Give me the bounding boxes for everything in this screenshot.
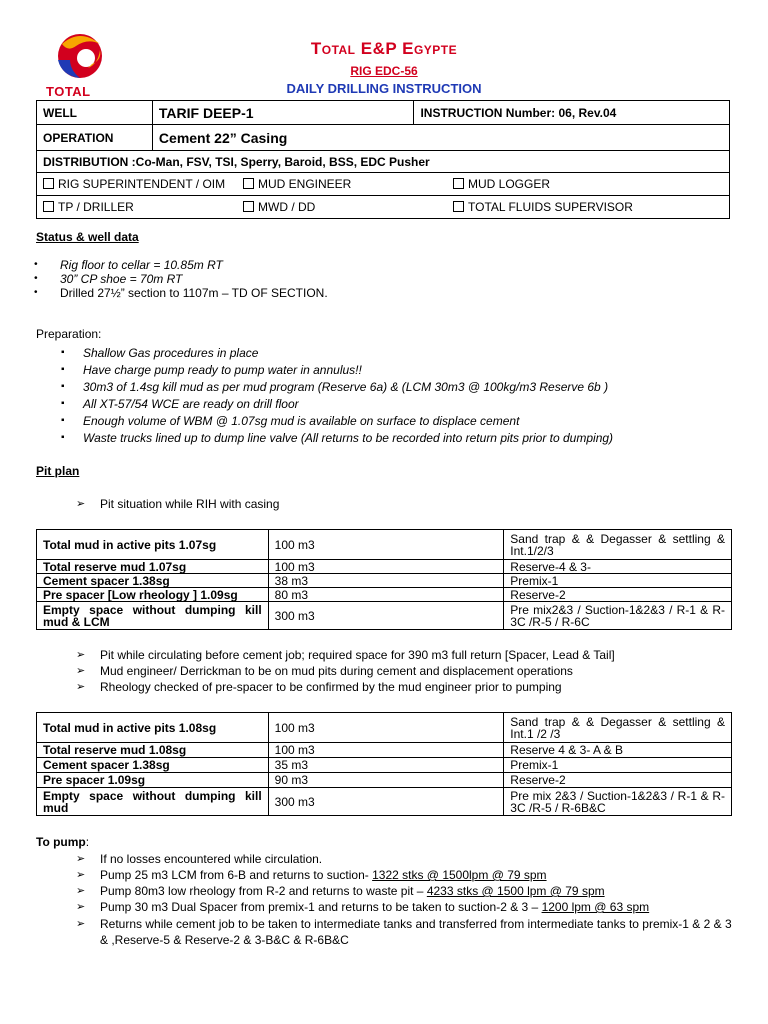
to-pump-title: To pump:: [36, 835, 90, 849]
table-row: Cement spacer 1.38sg 35 m3 Premix-1: [37, 758, 732, 773]
checkbox-icon[interactable]: [243, 201, 254, 212]
document-title: DAILY DRILLING INSTRUCTION: [286, 81, 482, 96]
arrow-bullet-icon: ➢: [76, 498, 86, 510]
list-item: ➢ If no losses encountered while circulation.: [76, 852, 323, 866]
list-item: • Rig floor to cellar = 10.85m RT: [34, 258, 223, 272]
pit-note-1: [76, 497, 720, 511]
table-row: Total reserve mud 1.08sg 100 m3 Reserve 4 & 3- A & B: [37, 743, 732, 758]
bullet-icon: •: [34, 273, 38, 284]
pit-table-circulating: [36, 712, 732, 816]
list-item: ➢ Pump 30 m3 Dual Spacer from premix-1 and returns to be taken to suction-2 & 3 – 1200 lpm @ 63 spm: [76, 900, 650, 914]
list-item: ➢ Pit situation while RIH with casing: [76, 497, 280, 511]
checkbox-icon[interactable]: [243, 178, 254, 189]
checkbox-icon[interactable]: [453, 201, 464, 212]
square-bullet-icon: ▪: [61, 347, 65, 358]
logo-wordmark: TOTAL: [46, 84, 91, 99]
list-item: ➢ Pump 80m3 low rheology from R-2 and returns to waste pit – 4233 stks @ 1500 lpm @ 79 spm: [76, 884, 605, 898]
well-label: WELL: [37, 101, 153, 125]
list-item: ➢ Mud engineer/ Derrickman to be on mud pits during cement and displacement operations: [76, 664, 573, 678]
table-row: Total reserve mud 1.07sg 100 m3 Reserve-4 & 3-: [37, 560, 732, 574]
rig-name: RIG EDC-56: [350, 64, 418, 78]
checkbox-icon[interactable]: [43, 201, 54, 212]
arrow-bullet-icon: ➢: [76, 665, 86, 677]
square-bullet-icon: ▪: [61, 432, 65, 443]
well-value: TARIF DEEP-1: [152, 101, 414, 125]
checkbox-rig-superintendent[interactable]: RIG SUPERINTENDENT / OIM: [43, 177, 225, 191]
arrow-bullet-icon: ➢: [76, 853, 86, 865]
checkbox-row-1: [37, 173, 730, 196]
preparation-list: [61, 346, 743, 448]
list-item: ▪ Have charge pump ready to pump water in annulus!!: [61, 363, 362, 377]
list-item: ➢ Rheology checked of pre-spacer to be confirmed by the mud engineer prior to pumping: [76, 680, 562, 694]
operation-label: OPERATION: [37, 125, 153, 151]
square-bullet-icon: ▪: [61, 364, 65, 375]
list-item: • Drilled 27½” section to 1107m – TD OF SECTION.: [34, 286, 328, 300]
table-row: Pre spacer 1.09sg 90 m3 Reserve-2: [37, 773, 732, 788]
instruction-number: INSTRUCTION Number: 06, Rev.04: [414, 101, 730, 125]
checkbox-total-fluids-supervisor[interactable]: TOTAL FLUIDS SUPERVISOR: [453, 200, 633, 214]
status-list: [34, 258, 720, 300]
arrow-bullet-icon: ➢: [76, 649, 86, 661]
to-pump-list: [76, 852, 734, 948]
list-item: ▪ Enough volume of WBM @ 1.07sg mud is available on surface to displace cement: [61, 414, 520, 428]
arrow-bullet-icon: ➢: [76, 869, 86, 881]
checkbox-icon[interactable]: [453, 178, 464, 189]
operation-value: Cement 22” Casing: [152, 125, 729, 151]
table-row: Empty space without dumping kill mud & LCM 300 m3 Pre mix2&3 / Suction-1&2&3 / R-1 & R-3C /R-5 / R-6C: [37, 602, 732, 630]
pit-plan-title: Pit plan: [36, 464, 80, 478]
square-bullet-icon: ▪: [61, 381, 65, 392]
list-item: ▪ Shallow Gas procedures in place: [61, 346, 259, 360]
square-bullet-icon: ▪: [61, 398, 65, 409]
list-item: ▪ All XT-57/54 WCE are ready on drill floor: [61, 397, 299, 411]
pit-notes-2: [76, 648, 740, 694]
table-row: Total mud in active pits 1.07sg 100 m3 Sand trap & & Degasser & settling & Int.1/2/3: [37, 530, 732, 560]
distribution-list: DISTRIBUTION :Co-Man, FSV, TSI, Sperry, Baroid, BSS, EDC Pusher: [37, 151, 730, 173]
list-item: ➢ Pump 25 m3 LCM from 6-B and returns to suction- 1322 stks @ 1500lpm @ 79 spm: [76, 868, 547, 882]
arrow-bullet-icon: ➢: [76, 885, 86, 897]
list-item: ▪ 30m3 of 1.4sg kill mud as per mud program (Reserve 6a) & (LCM 30m3 @ 100kg/m3 Reserve 6b ): [61, 380, 609, 394]
checkbox-tp-driller[interactable]: TP / DRILLER: [43, 200, 134, 214]
list-item: ➢ Pit while circulating before cement job; required space for 390 m3 full return [Spacer, Lead & Tail]: [76, 648, 615, 662]
company-title: Total E&P Egypte: [310, 39, 458, 58]
list-item: ▪ Waste trucks lined up to dump line valve (All returns to be recorded into return pits prior to dumping): [61, 431, 614, 445]
checkbox-row-2: [37, 196, 730, 219]
table-row: Empty space without dumping kill mud 300 m3 Pre mix 2&3 / Suction-1&2&3 / R-1 & R-3C /R-5 / R-6B&C: [37, 788, 732, 816]
list-item: ➢ Returns while cement job to be taken to intermediate tanks and transferred from intermediate tanks to premix-1 & 2 & 3 & ,Reserve-5 & Reserve-2 & 3-B&C & R-6B&C: [76, 917, 732, 947]
arrow-bullet-icon: ➢: [76, 901, 86, 913]
bullet-icon: •: [34, 287, 38, 298]
checkbox-mwd-dd[interactable]: MWD / DD: [243, 200, 315, 214]
table-row: Pre spacer [Low rheology ] 1.09sg 80 m3 Reserve-2: [37, 588, 732, 602]
arrow-bullet-icon: ➢: [76, 918, 86, 930]
header-info-table: [36, 100, 730, 219]
checkbox-mud-engineer[interactable]: MUD ENGINEER: [243, 177, 351, 191]
list-item: • 30” CP shoe = 70m RT: [34, 272, 183, 286]
checkbox-mud-logger[interactable]: MUD LOGGER: [453, 177, 550, 191]
table-row: Total mud in active pits 1.08sg 100 m3 Sand trap & & Degasser & settling & Int.1 /2 /3: [37, 713, 732, 743]
pit-table-rih: [36, 529, 732, 630]
square-bullet-icon: ▪: [61, 415, 65, 426]
bullet-icon: •: [34, 259, 38, 270]
checkbox-icon[interactable]: [43, 178, 54, 189]
status-section-title: Status & well data: [36, 230, 139, 244]
table-row: Cement spacer 1.38sg 38 m3 Premix-1: [37, 574, 732, 588]
preparation-title: Preparation:: [36, 327, 102, 341]
arrow-bullet-icon: ➢: [76, 681, 86, 693]
